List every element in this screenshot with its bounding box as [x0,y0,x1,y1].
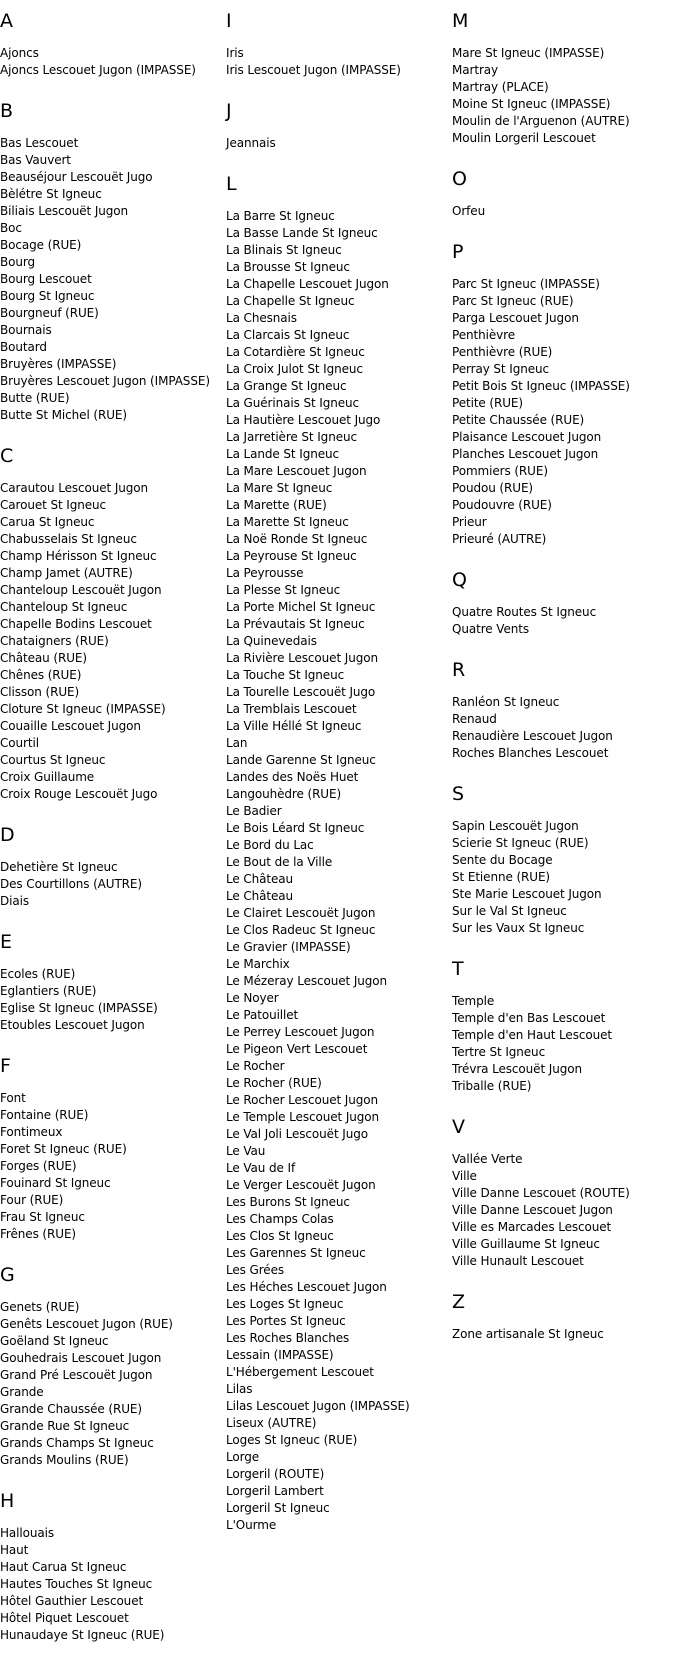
street-name: Butte (RUE) [0,391,70,405]
street-name: Moulin de l'Arguenon (AUTRE) [452,114,630,128]
section-letter-heading: Q [452,569,467,591]
section-spacer [0,79,212,100]
letter-section [226,10,446,100]
street-name: Le Rocher (RUE) [226,1076,322,1090]
street-name: Tertre St Igneuc [452,1045,546,1059]
street-name: Le Patouillet [226,1008,299,1022]
street-name: Lorge [226,1450,260,1464]
street-name: Clisson (RUE) [0,685,80,699]
street-name: Grands Champs St Igneuc [0,1436,154,1450]
street-name: Bourg Lescouet [0,272,92,286]
letter-section [226,100,446,173]
street-name: Foret St Igneuc (RUE) [0,1142,127,1156]
street-name: Chênes (RUE) [0,668,82,682]
street-list [452,1326,675,1343]
street-name: Le Badier [226,804,282,818]
letter-section [0,1264,212,1490]
street-name: La Quinevedais [226,634,317,648]
street-name: Mare St Igneuc (IMPASSE) [452,46,605,60]
street-name: Sur le Val St Igneuc [452,904,567,918]
street-name: Les Burons St Igneuc [226,1195,350,1209]
section-letter-heading: Z [452,1291,466,1313]
street-name: Petit Bois St Igneuc (IMPASSE) [452,379,630,393]
section-letter-heading: O [452,168,467,190]
street-name: Triballe (RUE) [452,1079,532,1093]
street-name: Martray [452,63,499,77]
street-name: Hôtel Gauthier Lescouet [0,1594,144,1608]
section-letter-heading: I [226,10,232,32]
street-name: La Hautière Lescouet Jugo [226,413,381,427]
street-name: Couaille Lescouet Jugon [0,719,141,733]
street-name: Pommiers (RUE) [452,464,548,478]
street-name: Le Gravier (IMPASSE) [226,940,351,954]
street-name: Le Bout de la Ville [226,855,333,869]
street-name: Ville Danne Lescouet Jugon [452,1203,613,1217]
letter-section [226,173,446,1534]
street-name: La Tremblais Lescouet [226,702,357,716]
street-name: Gouhedrais Lescouet Jugon [0,1351,162,1365]
street-name: Ville es Marcades Lescouet [452,1220,612,1234]
street-name: La Guérinais St Igneuc [226,396,360,410]
street-name: Le Vau de If [226,1161,296,1175]
section-letter-heading: R [452,659,466,681]
street-name: Quatre Routes St Igneuc [452,605,597,619]
street-name: Grande [0,1385,44,1399]
street-name: Quatre Vents [452,622,529,636]
street-name: Lorgeril St Igneuc [226,1501,330,1515]
street-name: Les Grées [226,1263,285,1277]
street-name: Hallouais [0,1526,55,1540]
street-name: Diais [0,894,30,908]
street-name: Bourg [0,255,36,269]
street-name: Poudou (RUE) [452,481,534,495]
street-name: Bourg St Igneuc [0,289,95,303]
section-letter-heading: F [0,1055,11,1077]
street-name: Hôtel Piquet Lescouet [0,1611,129,1625]
street-name: La Chapelle St Igneuc [226,294,355,308]
street-name: Le Clairet Lescouët Jugon [226,906,376,920]
street-name: La Brousse St Igneuc [226,260,350,274]
street-name: Etoubles Lescouet Jugon [0,1018,145,1032]
street-name: Butte St Michel (RUE) [0,408,127,422]
section-letter-heading: C [0,445,14,467]
section-letter-heading: T [452,958,464,980]
street-name: Ville [452,1169,477,1183]
street-name: Iris [226,46,244,60]
column-2 [226,10,446,1534]
street-name: Sapin Lescouët Jugon [452,819,579,833]
street-name: Carua St Igneuc [0,515,95,529]
street-name: Orfeu [452,204,486,218]
letter-section [452,1116,675,1291]
street-name: Grand Pré Lescouët Jugon [0,1368,153,1382]
letter-section [452,659,675,783]
street-name: Dehetière St Igneuc [0,860,118,874]
street-name: L'Ourme [226,1518,277,1532]
section-spacer [0,1243,212,1264]
street-name: Grands Moulins (RUE) [0,1453,129,1467]
street-list [0,966,212,1034]
street-list [226,135,446,152]
section-spacer [0,1034,212,1055]
street-name: Biliais Lescouët Jugon [0,204,129,218]
street-name: Goëland St Igneuc [0,1334,109,1348]
street-name: Chabusselais St Igneuc [0,532,137,546]
street-name: Langouhèdre (RUE) [226,787,342,801]
letter-section [0,824,212,931]
street-name: Le Pigeon Vert Lescouet [226,1042,368,1056]
street-name: Eglise St Igneuc (IMPASSE) [0,1001,158,1015]
street-name: Hunaudaye St Igneuc (RUE) [0,1628,165,1642]
street-name: Renaud [452,712,497,726]
street-name: Le Rocher [226,1059,285,1073]
street-name: Lessain (IMPASSE) [226,1348,334,1362]
street-name: La Noë Ronde St Igneuc [226,532,368,546]
street-name: Sur les Vaux St Igneuc [452,921,585,935]
letter-section [0,10,212,100]
street-name: Sente du Bocage [452,853,553,867]
street-name: Bèlétre St Igneuc [0,187,102,201]
street-name: Liseux (AUTRE) [226,1416,317,1430]
street-name: Ste Marie Lescouet Jugon [452,887,602,901]
street-name: Forges (RUE) [0,1159,77,1173]
section-spacer [0,1469,212,1490]
street-name: La Mare Lescouet Jugon [226,464,367,478]
street-name: La Chapelle Lescouet Jugon [226,277,389,291]
letter-section [452,783,675,958]
street-name: L'Hébergement Lescouet [226,1365,374,1379]
street-name: Penthièvre (RUE) [452,345,553,359]
street-name: Beauséjour Lescouët Jugo [0,170,153,184]
street-name: Iris Lescouet Jugon (IMPASSE) [226,63,401,77]
street-name: Ecoles (RUE) [0,967,76,981]
street-name: Font [0,1091,26,1105]
section-spacer [452,1095,675,1116]
street-name: Genets (RUE) [0,1300,80,1314]
section-letter-heading: V [452,1116,465,1138]
street-name: La Marette St Igneuc [226,515,349,529]
section-letter-heading: E [0,931,13,953]
street-name: Frênes (RUE) [0,1227,77,1241]
street-name: Chataigners (RUE) [0,634,109,648]
street-name: Boutard [0,340,47,354]
street-name: Jeannais [226,136,276,150]
street-name: Bruyères (IMPASSE) [0,357,117,371]
street-name: La Lande St Igneuc [226,447,339,461]
section-spacer [226,79,446,100]
street-name: Prieuré (AUTRE) [452,532,547,546]
street-name: Courtus St Igneuc [0,753,106,767]
street-name: Parc St Igneuc (RUE) [452,294,574,308]
street-name: Four (RUE) [0,1193,64,1207]
street-list [452,694,675,762]
section-letter-heading: B [0,100,14,122]
street-name: Planches Lescouet Jugon [452,447,599,461]
street-name: Penthièvre [452,328,515,342]
street-list [0,480,212,803]
letter-section [452,168,675,241]
street-name: Château (RUE) [0,651,87,665]
street-name: La Peyrouse St Igneuc [226,549,357,563]
section-letter-heading: J [226,100,232,122]
street-name: Les Héches Lescouet Jugon [226,1280,387,1294]
street-name: Cloture St Igneuc (IMPASSE) [0,702,166,716]
street-name: Ajoncs Lescouet Jugon (IMPASSE) [0,63,196,77]
street-name: Parga Lescouet Jugon [452,311,579,325]
street-name: Petite Chaussée (RUE) [452,413,585,427]
street-list [0,45,212,79]
section-letter-heading: G [0,1264,15,1286]
street-name: Temple d'en Haut Lescouet [452,1028,612,1042]
street-name: Les Clos St Igneuc [226,1229,334,1243]
street-name: Martray (PLACE) [452,80,549,94]
street-name: Lan [226,736,248,750]
street-name: Carautou Lescouet Jugon [0,481,149,495]
street-name: La Mare St Igneuc [226,481,333,495]
street-name: Chanteloup St Igneuc [0,600,128,614]
street-name: La Rivière Lescouet Jugon [226,651,378,665]
section-letter-heading: M [452,10,469,32]
street-name: Des Courtillons (AUTRE) [0,877,142,891]
section-letter-heading: L [226,173,237,195]
section-letter-heading: S [452,783,465,805]
street-name: Le Noyer [226,991,279,1005]
section-spacer [0,803,212,824]
street-name: La Marette (RUE) [226,498,327,512]
section-letter-heading: A [0,10,13,32]
street-name: Lorgeril Lambert [226,1484,324,1498]
street-name: Haut Carua St Igneuc [0,1560,127,1574]
street-name: Le Vau [226,1144,266,1158]
street-name: Temple [452,994,495,1008]
street-name: Champ Jamet (AUTRE) [0,566,133,580]
street-name: Le Verger Lescouët Jugon [226,1178,376,1192]
letter-section [452,569,675,659]
street-name: Renaudière Lescouet Jugon [452,729,613,743]
street-name: Les Garennes St Igneuc [226,1246,366,1260]
street-name: La Blinais St Igneuc [226,243,342,257]
street-list [0,859,212,910]
street-list [452,993,675,1095]
street-list [452,203,675,220]
section-letter-heading: H [0,1490,15,1512]
street-name: Le Bord du Lac [226,838,314,852]
section-spacer [0,910,212,931]
section-spacer [0,424,212,445]
street-name: Temple d'en Bas Lescouet [452,1011,606,1025]
street-name: Trévra Lescouët Jugon [452,1062,582,1076]
street-list [226,208,446,1534]
street-name: Le Château [226,872,294,886]
street-list [0,1090,212,1243]
street-name: Grande Chaussée (RUE) [0,1402,142,1416]
street-list [0,1525,212,1644]
street-name: Bas Vauvert [0,153,71,167]
street-name: Carouet St Igneuc [0,498,107,512]
letter-section [452,958,675,1116]
letter-section [452,241,675,569]
street-list [452,45,675,147]
street-name: La Prévautais St Igneuc [226,617,365,631]
column-1 [0,10,212,1644]
street-name: Le Clos Radeuc St Igneuc [226,923,376,937]
street-name: St Etienne (RUE) [452,870,551,884]
street-name: La Tourelle Lescouët Jugo [226,685,376,699]
street-name: Le Perrey Lescouet Jugon [226,1025,375,1039]
street-name: Le Bois Léard St Igneuc [226,821,365,835]
street-list [452,604,675,638]
street-name: Ajoncs [0,46,39,60]
street-name: Courtil [0,736,39,750]
street-name: Genêts Lescouet Jugon (RUE) [0,1317,173,1331]
section-spacer [452,937,675,958]
street-name: Parc St Igneuc (IMPASSE) [452,277,600,291]
section-spacer [452,638,675,659]
street-name: Scierie St Igneuc (RUE) [452,836,589,850]
street-name: Hautes Touches St Igneuc [0,1577,153,1591]
street-name: Le Rocher Lescouet Jugon [226,1093,379,1107]
street-name: La Chesnais [226,311,297,325]
street-name: La Touche St Igneuc [226,668,345,682]
street-name: Le Val Joli Lescouët Jugo [226,1127,368,1141]
street-name: La Peyrousse [226,566,304,580]
street-name: Le Mézeray Lescouet Jugon [226,974,388,988]
street-name: Vallée Verte [452,1152,523,1166]
street-name: Poudouvre (RUE) [452,498,552,512]
letter-section [452,10,675,168]
street-name: Bas Lescouet [0,136,79,150]
street-name: La Croix Julot St Igneuc [226,362,363,376]
street-name: Roches Blanches Lescouet [452,746,609,760]
street-name: Croix Rouge Lescouët Jugo [0,787,158,801]
street-name: La Plesse St Igneuc [226,583,341,597]
street-name: Moulin Lorgeril Lescouet [452,131,596,145]
street-name: Moine St Igneuc (IMPASSE) [452,97,611,111]
street-name: Ranléon St Igneuc [452,695,560,709]
street-name: La Ville Héllé St Igneuc [226,719,362,733]
street-name: Bruyères Lescouet Jugon (IMPASSE) [0,374,210,388]
street-name: Perray St Igneuc [452,362,550,376]
street-name: Les Roches Blanches [226,1331,350,1345]
street-name: Chanteloup Lescouët Jugon [0,583,162,597]
street-name: Champ Hérisson St Igneuc [0,549,157,563]
street-name: Landes des Noës Huet [226,770,359,784]
section-letter-heading: P [452,241,464,263]
street-name: La Basse Lande St Igneuc [226,226,378,240]
letter-section [0,1055,212,1264]
street-name: Zone artisanale St Igneuc [452,1327,604,1341]
column-3 [452,10,675,1343]
street-name: Prieur [452,515,487,529]
street-name: Lilas Lescouet Jugon (IMPASSE) [226,1399,410,1413]
letter-section [0,100,212,445]
section-spacer [226,152,446,173]
street-name: Ville Danne Lescouet (ROUTE) [452,1186,630,1200]
street-name: La Cotardière St Igneuc [226,345,365,359]
street-name: Lande Garenne St Igneuc [226,753,376,767]
street-name: Les Loges St Igneuc [226,1297,344,1311]
street-name: Fontimeux [0,1125,63,1139]
section-spacer [452,220,675,241]
street-list [226,45,446,79]
street-list [452,276,675,548]
street-name: Loges St Igneuc (RUE) [226,1433,358,1447]
street-list [452,1151,675,1270]
street-name: Chapelle Bodins Lescouet [0,617,152,631]
street-name: La Jarretière St Igneuc [226,430,357,444]
street-name: La Clarcais St Igneuc [226,328,350,342]
street-name: Grande Rue St Igneuc [0,1419,130,1433]
street-name: Frau St Igneuc [0,1210,85,1224]
street-list [0,1299,212,1469]
street-name: Fouinard St Igneuc [0,1176,111,1190]
street-name: Fontaine (RUE) [0,1108,89,1122]
street-name: Plaisance Lescouet Jugon [452,430,602,444]
street-name: Ville Guillaume St Igneuc [452,1237,600,1251]
street-name: Les Champs Colas [226,1212,334,1226]
street-name: La Porte Michel St Igneuc [226,600,376,614]
letter-section [0,931,212,1055]
section-spacer [452,762,675,783]
street-name: Bournais [0,323,52,337]
section-spacer [452,1270,675,1291]
street-name: Boc [0,221,22,235]
street-name: Haut [0,1543,29,1557]
street-name: Lilas [226,1382,253,1396]
letter-section [0,445,212,824]
section-spacer [452,147,675,168]
letter-section [0,1490,212,1644]
street-name: Le Marchix [226,957,290,971]
street-name: Bocage (RUE) [0,238,82,252]
street-name: Petite (RUE) [452,396,523,410]
street-name: La Barre St Igneuc [226,209,335,223]
street-name: La Grange St Igneuc [226,379,347,393]
section-letter-heading: D [0,824,15,846]
street-name: Lorgeril (ROUTE) [226,1467,325,1481]
street-list [0,135,212,424]
street-name: Le Château [226,889,294,903]
section-spacer [452,548,675,569]
street-name: Croix Guillaume [0,770,95,784]
street-name: Eglantiers (RUE) [0,984,97,998]
street-list [452,818,675,937]
letter-section [452,1291,675,1343]
street-name: Les Portes St Igneuc [226,1314,346,1328]
street-name: Le Temple Lescouet Jugon [226,1110,380,1124]
street-name: Ville Hunault Lescouet [452,1254,584,1268]
street-name: Bourgneuf (RUE) [0,306,99,320]
